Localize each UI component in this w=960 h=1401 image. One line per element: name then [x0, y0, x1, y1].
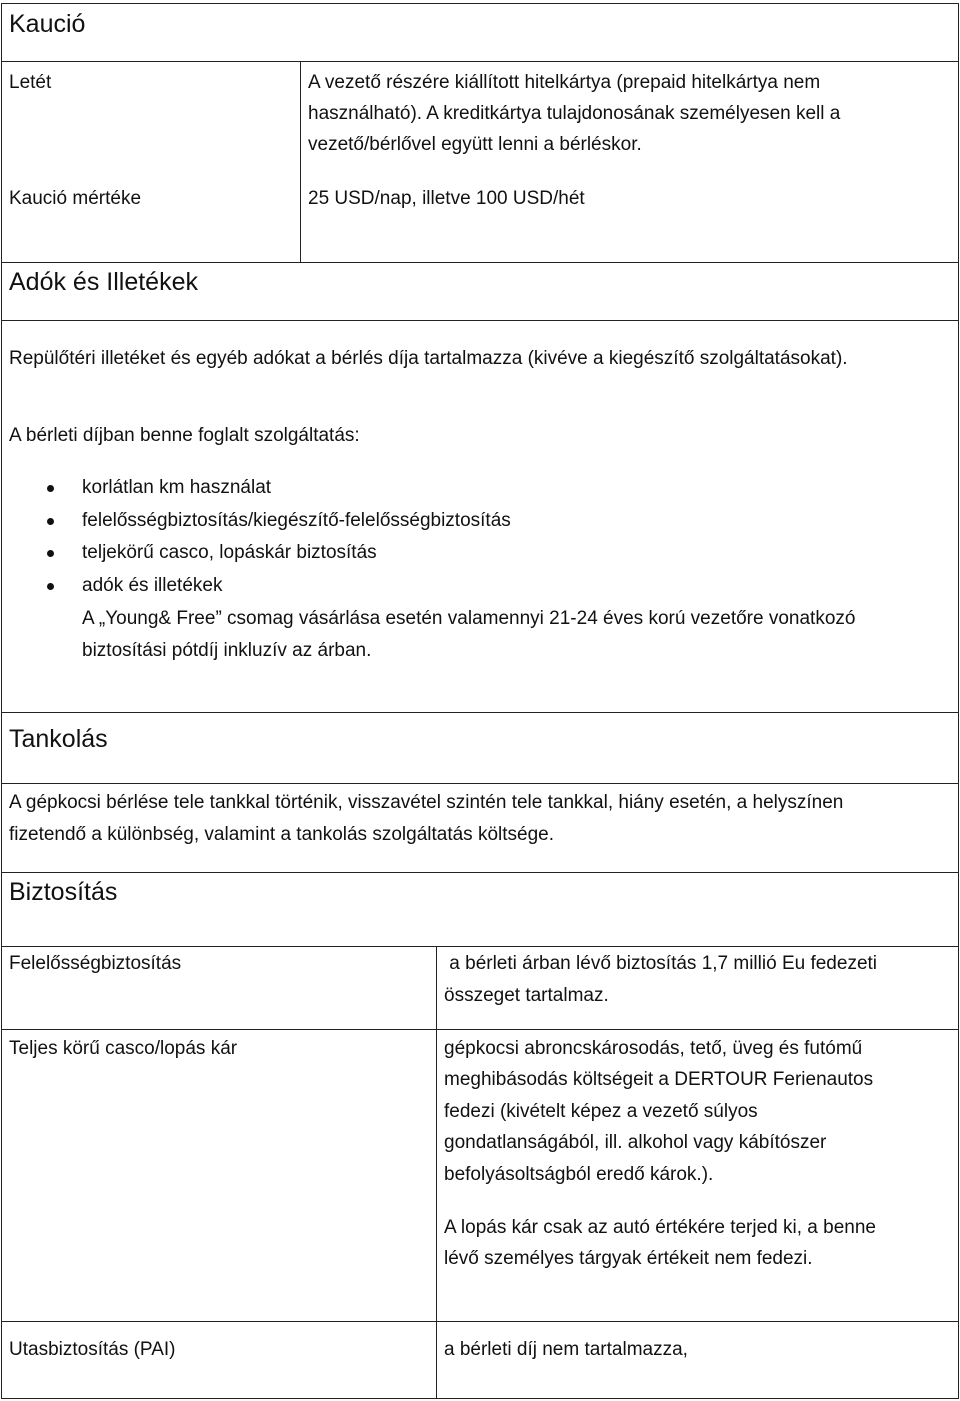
row-value-letet-line: vezető/bérlővel együtt lenni a bérléskor. [308, 134, 642, 155]
list-item: korlátlan km használat [82, 477, 272, 498]
divider [1, 61, 959, 62]
list-item: adók és illetékek [82, 575, 223, 596]
bullet-icon [47, 583, 54, 590]
row-label-casco: Teljes körű casco/lopás kár [9, 1038, 238, 1059]
row-value-pai: a bérleti díj nem tartalmazza, [444, 1339, 688, 1360]
tankolas-text-line: A gépkocsi bérlése tele tankkal történik, visszavétel szintén tele tankkal, hiány esetén, a helyszínen [9, 792, 844, 813]
row-value-line: fedezi (kivételt képez a vezető súlyos [444, 1101, 758, 1122]
row-label-kaucio-merteke: Kaució mértéke [9, 188, 142, 209]
bullet-icon [47, 485, 54, 492]
divider [1, 946, 959, 947]
divider [1, 1029, 959, 1030]
bullet-icon [47, 518, 54, 525]
divider [1, 1321, 959, 1322]
list-item: felelősségbiztosítás/kiegészítő-felelősségbiztosítás [82, 510, 511, 531]
row-value-line: összeget tartalmaz. [444, 985, 609, 1006]
section-title-biztositas: Biztosítás [9, 878, 118, 906]
divider [1, 872, 959, 873]
row-value-line: meghibásodás költségeit a DERTOUR Ferienautos [444, 1069, 874, 1090]
row-value-letet-line: A vezető részére kiállított hitelkártya (prepaid hitelkártya nem [308, 72, 821, 93]
adok-text: Repülőtéri illetéket és egyéb adókat a bérlés díja tartalmazza (kivéve a kiegészítő szolgáltatásokat). [9, 348, 848, 369]
list-item: teljekörű casco, lopáskár biztosítás [82, 542, 377, 563]
section-title-adok: Adók és Illetékek [9, 268, 198, 296]
row-value-kaucio-merteke: 25 USD/nap, illetve 100 USD/hét [308, 188, 585, 209]
row-value-line: gondatlanságából, ill. alkohol vagy kábítószer [444, 1132, 827, 1153]
section-title-tankolas: Tankolás [9, 725, 108, 753]
row-value-line: gépkocsi abroncskárosodás, tető, üveg és futómű [444, 1038, 863, 1059]
column-divider [300, 61, 301, 262]
row-label-pai: Utasbiztosítás (PAI) [9, 1339, 176, 1360]
divider [1, 712, 959, 713]
row-value-line: befolyásoltságból eredő károk.). [444, 1164, 714, 1185]
row-value-line: a bérleti árban lévő biztosítás 1,7 millió Eu fedezeti [444, 953, 878, 974]
row-value-line: lévő személyes tárgyak értékeit nem fedezi. [444, 1248, 813, 1269]
border-right [958, 3, 959, 1399]
column-divider [436, 946, 437, 1398]
divider [1, 320, 959, 321]
border-bottom [1, 1398, 959, 1399]
included-services-title: A bérleti díjban benne foglalt szolgáltatás: [9, 425, 360, 446]
border-top [1, 3, 959, 4]
row-value-line: A lopás kár csak az autó értékére terjed ki, a benne [444, 1217, 876, 1238]
row-value-letet-line: használható). A kreditkártya tulajdonosának személyesen kell a [308, 103, 841, 124]
row-label-felelossegbiztositas: Felelősségbiztosítás [9, 953, 182, 974]
tankolas-text-line: fizetendő a különbség, valamint a tankolás szolgáltatás költsége. [9, 824, 554, 845]
divider [1, 783, 959, 784]
divider [1, 262, 959, 263]
row-label-letet: Letét [9, 72, 52, 93]
section-title-kaucio: Kaució [9, 10, 86, 38]
border-left [1, 3, 2, 1399]
young-free-line: A „Young& Free” csomag vásárlása esetén valamennyi 21-24 éves korú vezetőre vonatkozó [82, 608, 856, 629]
bullet-icon [47, 550, 54, 557]
young-free-line: biztosítási pótdíj inkluzív az árban. [82, 640, 372, 661]
